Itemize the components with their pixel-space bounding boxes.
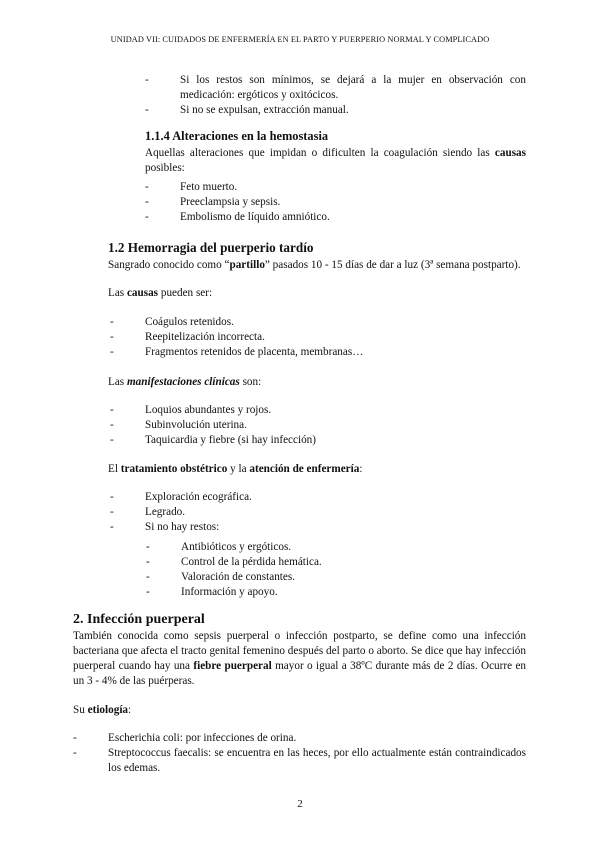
list-item: - Embolismo de líquido amniótico. bbox=[145, 211, 330, 223]
section-2-paragraph: También conocida como sepsis puerperal o infección postparto, se define como una infección bacteriana que afecta el tracto genital femenino después del parto o aborto. Se dice que hay infección puerperal cuando hay una fiebre puerperal mayor o igual a 38ºC durante más de 2 días. Ocurre en un 3 - 4% de las puérperas. bbox=[73, 630, 526, 687]
section-title-2: 2. Infección puerperal bbox=[73, 612, 205, 627]
list-item: - Si los restos son mínimos, se dejará a la mujer en observación con medicación: ergóticos y oxitócicos. bbox=[145, 74, 526, 101]
list-item: - Si no se expulsan, extracción manual. bbox=[145, 104, 349, 116]
list-item: - Exploración ecográfica. bbox=[110, 491, 252, 503]
list-item: - Información y apoyo. bbox=[146, 586, 278, 598]
section-1-1-4-paragraph: Aquellas alteraciones que impidan o dificulten la coagulación siendo las causas posibles: bbox=[145, 147, 526, 174]
tratamiento-sublist bbox=[146, 540, 322, 600]
list-item: - Valoración de constantes. bbox=[146, 571, 296, 583]
list-item: - Coágulos retenidos. bbox=[110, 316, 234, 328]
intro-list bbox=[145, 73, 526, 118]
list-item: - Feto muerto. bbox=[145, 181, 238, 193]
list-item: - Reepitelización incorrecta. bbox=[110, 331, 265, 343]
manifestaciones-heading: Las manifestaciones clínicas son: bbox=[108, 376, 262, 388]
list-item: - Si no hay restos: bbox=[110, 521, 220, 533]
etiologia-heading: Su etiología: bbox=[73, 704, 132, 716]
tratamiento-heading: El tratamiento obstétrico y la atención de enfermería: bbox=[108, 463, 363, 475]
list-item: - Antibióticos y ergóticos. bbox=[146, 541, 292, 553]
list-item: - Loquios abundantes y rojos. bbox=[110, 404, 272, 416]
manifestaciones-list bbox=[110, 403, 316, 448]
hemostasia-causes-list bbox=[145, 180, 330, 225]
list-item: - Streptococcus faecalis: se encuentra en las heces, por ello actualmente están contraindicados los edemas. bbox=[73, 747, 526, 774]
tratamiento-list bbox=[110, 490, 252, 535]
list-item: - Taquicardia y fiebre (si hay infección) bbox=[110, 434, 316, 446]
page-number: 2 bbox=[297, 798, 303, 810]
etiologia-list bbox=[73, 731, 526, 776]
list-item: - Escherichia coli: por infecciones de orina. bbox=[73, 732, 297, 744]
list-item: - Preeclampsia y sepsis. bbox=[145, 196, 281, 208]
running-header: UNIDAD VII: CUIDADOS DE ENFERMERÍA EN EL PARTO Y PUERPERIO NORMAL Y COMPLICADO bbox=[110, 35, 490, 44]
section-title-1-1-4: 1.1.4 Alteraciones en la hemostasia bbox=[145, 129, 329, 143]
list-item: - Fragmentos retenidos de placenta, membranas… bbox=[110, 346, 364, 358]
section-1-2-paragraph: Sangrado conocido como “partillo” pasados 10 - 15 días de dar a luz (3ª semana postparto). bbox=[108, 259, 521, 271]
causas-heading: Las causas pueden ser: bbox=[108, 287, 213, 299]
section-title-1-2: 1.2 Hemorragia del puerperio tardío bbox=[108, 240, 314, 255]
list-item: - Legrado. bbox=[110, 506, 186, 518]
causas-list bbox=[110, 315, 364, 360]
list-item: - Subinvolución uterina. bbox=[110, 419, 247, 431]
list-item: - Control de la pérdida hemática. bbox=[146, 556, 322, 568]
